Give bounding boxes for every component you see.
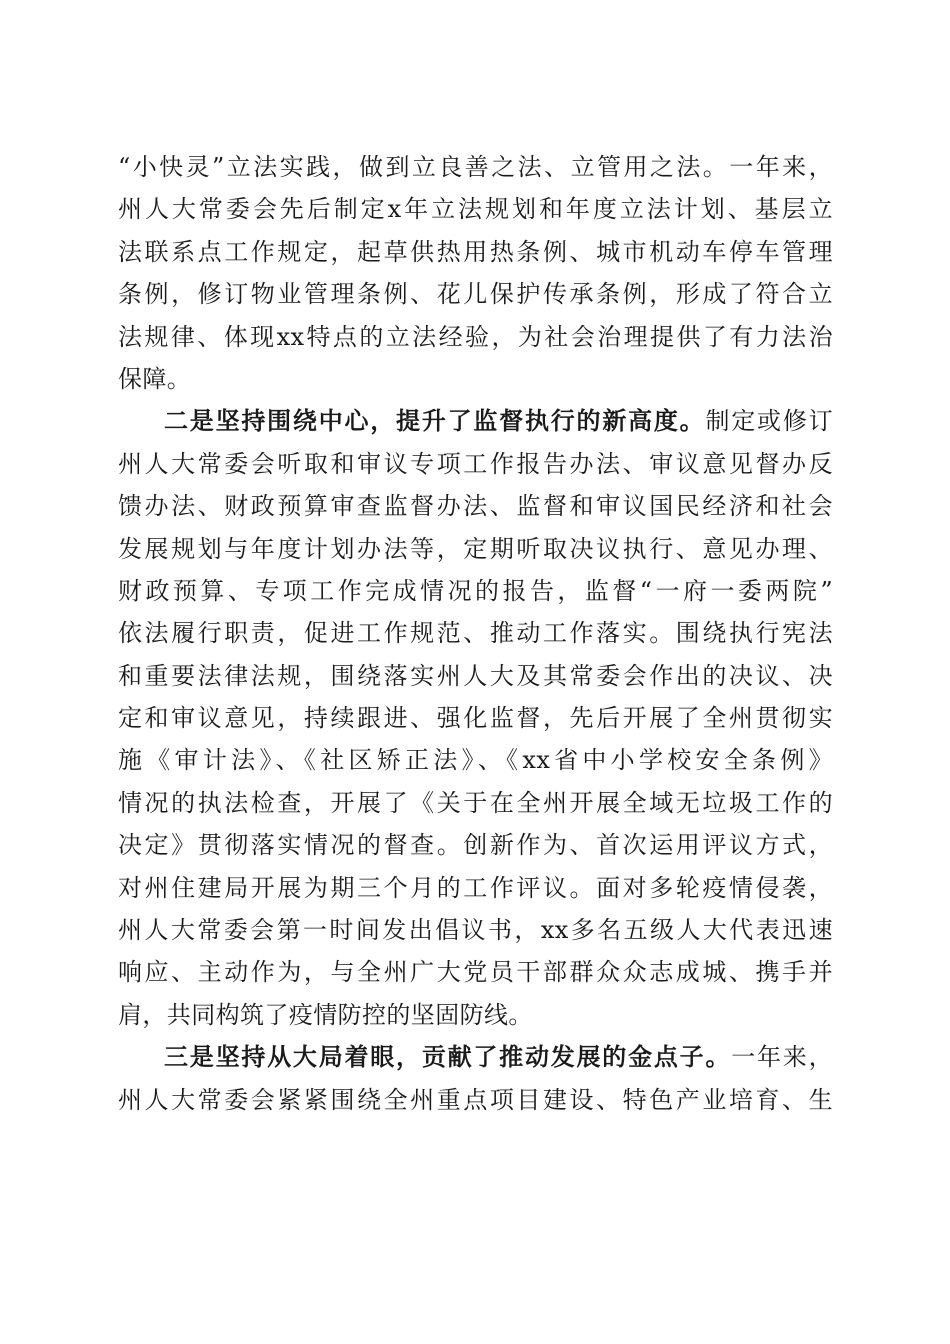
paragraph-1 bbox=[118, 146, 833, 400]
text-line: 州人大常委会紧紧围绕全州重点项目建设、特色产业培育、生 bbox=[118, 1085, 833, 1114]
text-line: 州人大常委会第一时间发出倡议书，xx多名五级人大代表迅速 bbox=[118, 916, 833, 945]
text-line: 和重要法律法规，围绕落实州人大及其常委会作出的决议、决 bbox=[118, 661, 833, 690]
text-line: 发展规划与年度计划办法等，定期听取决议执行、意见办理、 bbox=[118, 534, 833, 563]
text-line: 响应、主动作为，与全州广大党员干部群众众志成城、携手并 bbox=[118, 958, 833, 987]
paragraph-2 bbox=[118, 400, 833, 1036]
paragraph-lead: 三是坚持从大局着眼，贡献了推动发展的金点子。 bbox=[164, 1042, 732, 1072]
text-line: 对州住建局开展为期三个月的工作评议。面对多轮疫情侵袭， bbox=[118, 873, 833, 902]
text-line: 决定》贯彻落实情况的督查。创新作为、首次运用评议方式， bbox=[118, 831, 833, 860]
lead-line-rest: 制定或修订 bbox=[705, 407, 834, 436]
paragraph-lead: 二是坚持围绕中心，提升了监督执行的新高度。 bbox=[164, 406, 706, 436]
paragraph-3 bbox=[118, 1036, 833, 1121]
text-line: 保障。 bbox=[118, 364, 192, 393]
text-line: 财政预算、专项工作完成情况的报告，监督“一府一委两院” bbox=[118, 576, 833, 605]
text-line: 法联系点工作规定，起草供热用热条例、城市机动车停车管理 bbox=[118, 237, 833, 266]
lead-line-rest: 一年来， bbox=[731, 1043, 833, 1072]
text-line: 馈办法、财政预算审查监督办法、监督和审议国民经济和社会 bbox=[118, 492, 833, 521]
text-line: 州人大常委会听取和审议专项工作报告办法、审议意见督办反 bbox=[118, 449, 833, 478]
text-line: 情况的执法检查，开展了《关于在全州开展全域无垃圾工作的 bbox=[118, 788, 833, 817]
text-line: 施《审计法》、《社区矫正法》、《xx省中小学校安全条例》 bbox=[118, 746, 833, 775]
text-line: 条例，修订物业管理条例、花儿保护传承条例，形成了符合立 bbox=[118, 280, 833, 309]
text-line: 定和审议意见，持续跟进、强化监督，先后开展了全州贯彻实 bbox=[118, 704, 833, 733]
lead-line bbox=[118, 400, 833, 442]
text-line: 依法履行职责，促进工作规范、推动工作落实。围绕执行宪法 bbox=[118, 619, 833, 648]
document-body bbox=[118, 146, 833, 1121]
text-line: 法规律、体现xx特点的立法经验，为社会治理提供了有力法治 bbox=[118, 322, 833, 351]
text-line: 州人大常委会先后制定x年立法规划和年度立法计划、基层立 bbox=[118, 195, 833, 224]
text-line: 肩，共同构筑了疫情防控的坚固防线。 bbox=[118, 1000, 533, 1029]
lead-line bbox=[118, 1036, 833, 1078]
text-line: “小快灵”立法实践，做到立良善之法、立管用之法。一年来， bbox=[118, 153, 833, 181]
